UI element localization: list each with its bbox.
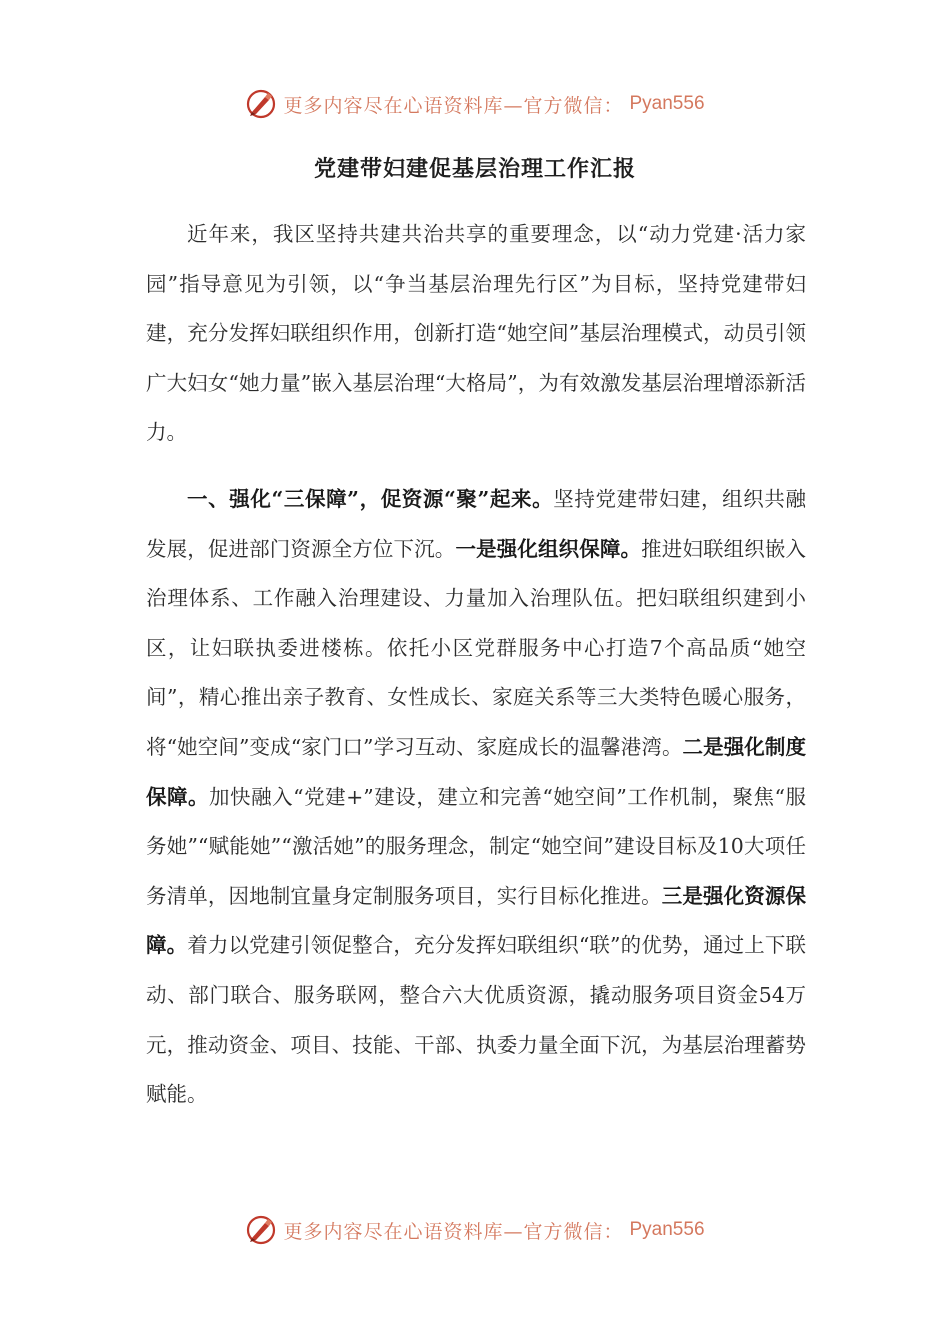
watermark-text: 更多内容尽在心语资料库—官方微信：	[283, 94, 624, 117]
section-1-heading: 一、强化“三保障”，促资源“聚”起来。	[187, 486, 554, 511]
section-1-sub-1: 一是强化组织保障。	[455, 536, 642, 561]
section-1-text-a: 坚持党建带妇建，组织共融发展，促进部门资源全方位下沉。	[146, 486, 807, 561]
watermark-footer	[0, 1210, 950, 1250]
watermark-wechat-id: Pyan556	[629, 1219, 705, 1240]
section-1-text-c: 加快融入“党建+”建设，建立和完善“她空间”工作机制，聚焦“服务她”“赋能她”“激活她”的服务理念，制定“她空间”建设目标及10大项任务清单，因地制宜量身定制服务项目，实行目标化推进。	[146, 784, 807, 908]
watermark-wechat-id: Pyan556	[629, 93, 705, 114]
watermark-header	[0, 84, 950, 124]
document-title: 党建带妇建促基层治理工作汇报	[313, 156, 636, 182]
pen-circle-logo-icon	[245, 1214, 277, 1246]
section-1-sub-2: 二是强化制度保障。	[146, 734, 806, 809]
section-1-text-d: 着力以党建引领促整合，充分发挥妇联组织“联”的优势，通过上下联动、部门联合、服务联网，整合六大优质资源，撬动服务项目资金54万元，推动资金、项目、技能、干部、执委力量全面下沉，为基层治理蓄势赋能。	[146, 933, 807, 1107]
watermark-text: 更多内容尽在心语资料库—官方微信：	[283, 1220, 624, 1243]
intro-paragraph: 近年来，我区坚持共建共治共享的重要理念，以“动力党建·活力家园”指导意见为引领，以“争当基层治理先行区”为目标，坚持党建带妇建，充分发挥妇联组织作用，创新打造“她空间”基层治理模式，动员引领广大妇女“她力量”嵌入基层治理“大格局”，为有效激发基层治理增添新活力。	[146, 222, 806, 445]
section-1-paragraph	[146, 475, 806, 1120]
section-1-text-b: 推进妇联组织嵌入治理体系、工作融入治理建设、力量加入治理队伍。把妇联组织建到小区，让妇联执委进楼栋。依托小区党群服务中心打造7个高品质“她空间”，精心推出亲子教育、女性成长、家庭关系等三大类特色暖心服务，将“她空间”变成“家门口”学习互动、家庭成长的温馨港湾。	[146, 536, 807, 759]
pen-circle-logo-icon	[245, 88, 277, 120]
document-body	[146, 210, 806, 1120]
section-1-sub-3: 三是强化资源保障。	[146, 883, 807, 958]
